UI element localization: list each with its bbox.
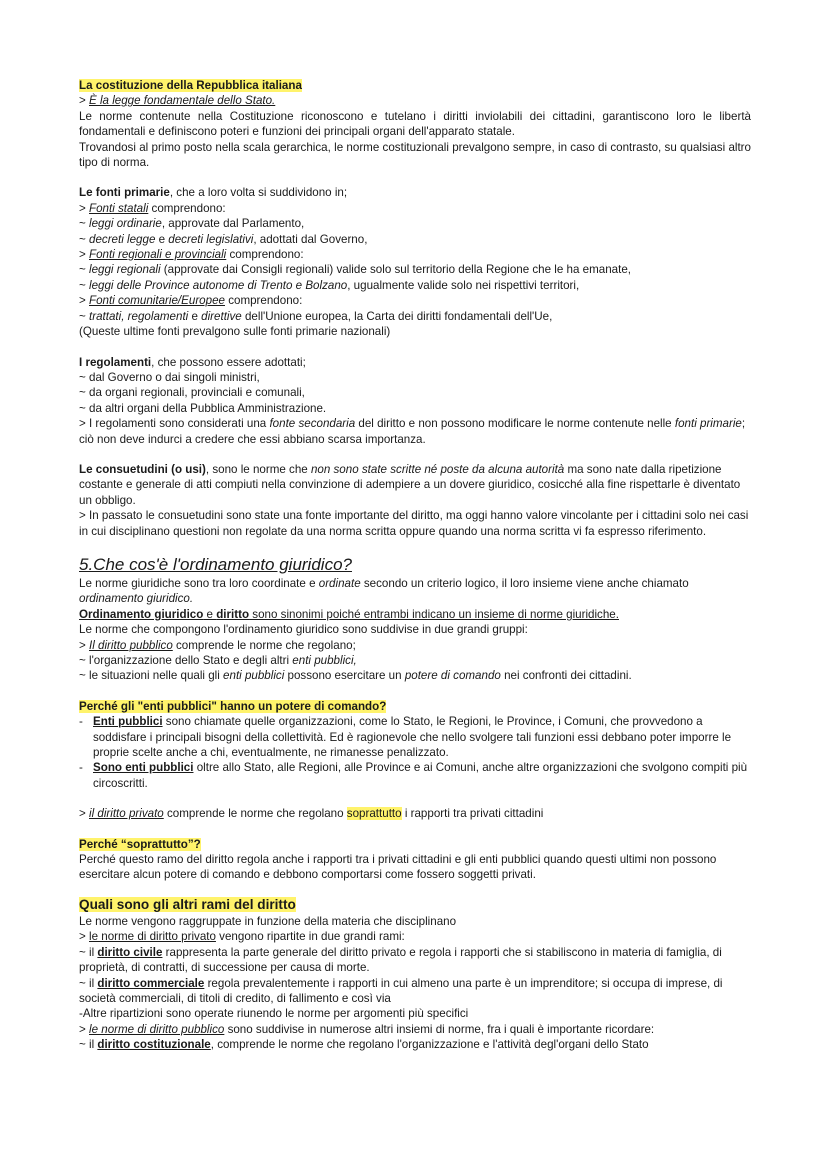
line: ~ dal Governo o dai singoli ministri, bbox=[79, 370, 260, 384]
question-soprattutto: Perché “soprattutto”? bbox=[79, 837, 201, 851]
section-fonti-primarie: Le fonti primarie, che a loro volta si suddividono in; bbox=[79, 186, 348, 200]
line: ~ trattati, regolamenti e direttive dell'Unione europea, la Carta dei diritti fondamentali dell'Ue, bbox=[79, 309, 553, 323]
section-regolamenti: I regolamenti, che possono essere adottati; bbox=[79, 355, 306, 369]
line: ~ le situazioni nelle quali gli enti pubblici possono esercitare un potere di comando nei confronti dei cittadini. bbox=[79, 669, 632, 683]
line: -Altre ripartizioni sono operate riunendo le norme per argomenti più specifici bbox=[79, 1007, 469, 1021]
heading-altri-rami: Quali sono gli altri rami del diritto bbox=[79, 896, 296, 912]
paragraph: > In passato le consuetudini sono state una fonte importante del diritto, ma oggi hanno valore vincolante per i cittadini solo nei casi in cui disciplinano questioni non regolate da una norma scritta oppure quando una norma scritta vi fa espresso riferimento. bbox=[79, 509, 749, 538]
line: ~ il diritto costituzionale, comprende le norme che regolano l'organizzazione e l'attività degl'organi dello Stato bbox=[79, 1038, 649, 1052]
line: ~ da organi regionali, provinciali e comunali, bbox=[79, 386, 305, 400]
line: > il diritto privato comprende le norme che regolano soprattutto i rapporti tra privati cittadini bbox=[79, 807, 544, 821]
line: Le norme vengono raggruppate in funzione della materia che disciplinano bbox=[79, 914, 457, 928]
paragraph: ~ il diritto commerciale regola prevalentemente i rapporti in cui almeno una parte è un imprenditore; si occupa di imprese, di società commerciali, di titoli di credito, di fallimento e così via bbox=[79, 976, 723, 1005]
line: ~ leggi ordinarie, approvate dal Parlamento, bbox=[79, 217, 305, 231]
paragraph: Le norme contenute nella Costituzione riconoscono e tutelano i diritti inviolabili dei cittadini, garantiscono loro le libertà fondamentali e definiscono poteri e funzioni dei principali organi dell'apparato statale. bbox=[79, 109, 751, 139]
line: > Fonti regionali e provinciali comprendono: bbox=[79, 248, 304, 262]
section-consuetudini: Le consuetudini (o usi), sono le norme che non sono state scritte né poste da alcuna autorità ma sono nate dalla ripetizione costante e generale di atti compiuti nella convinzione di adempiere a un dovere giuridico, cosicché alla fine rispettarle è diventato un obbligo. bbox=[79, 462, 741, 507]
line: Le norme che compongono l'ordinamento giuridico sono suddivise in due grandi gruppi: bbox=[79, 623, 528, 637]
bullet-dash: - bbox=[79, 761, 83, 775]
paragraph: > I regolamenti sono considerati una fonte secondaria del diritto e non possono modificare le norme contenute nelle fonti primarie; ciò non deve indurci a credere che essi abbiano scarsa importanza. bbox=[79, 417, 746, 446]
paragraph: ~ il diritto civile rappresenta la parte generale del diritto privato e regola i rapporti che si stabiliscono in materia di famiglia, di proprietà, di contratti, di successione per causa di morte. bbox=[79, 945, 722, 975]
line: ~ leggi regionali (approvate dai Consigli regionali) valide solo sul territorio della Regione che le ha emanate, bbox=[79, 263, 632, 277]
paragraph: Trovandosi al primo posto nella scala gerarchica, le norme costituzionali prevalgono sempre, in caso di contrasto, su qualsiasi altro tipo di norma. bbox=[79, 140, 751, 170]
bullet-dash: - bbox=[79, 715, 83, 729]
bullet-item: - Enti pubblici sono chiamate quelle organizzazioni, come lo Stato, le Regioni, le Province, i Comuni, che provvedono a soddisfare i principali bisogni della collettività. Ed è ragionevole che nello svolgere tali funzioni essi debbano poter imporre le proprie scelte anche a chi, eventualmente, ne rimanesse penalizzato. bbox=[79, 715, 732, 760]
bullet-item: - Sono enti pubblici oltre allo Stato, alle Regioni, alle Province e ai Comuni, anche altre organizzazioni che svolgono compiti più circoscritti. bbox=[79, 761, 748, 790]
line: > le norme di diritto privato vengono ripartite in due grandi rami: bbox=[79, 930, 405, 944]
section-title-costituzione: La costituzione della Repubblica italiana bbox=[79, 79, 302, 92]
line: (Queste ultime fonti prevalgono sulle fonti primarie nazionali) bbox=[79, 325, 391, 339]
line: ~ leggi delle Province autonome di Trento e Bolzano, ugualmente valide solo nei rispettivi territori, bbox=[79, 278, 580, 292]
heading-ordinamento-giuridico: 5.Che cos'è l'ordinamento giuridico? bbox=[79, 554, 352, 574]
line: > le norme di diritto pubblico sono suddivise in numerose altri insiemi di norme, fra i quali è importante ricordare: bbox=[79, 1022, 655, 1036]
paragraph: Perché questo ramo del diritto regola anche i rapporti tra i privati cittadini e gli enti pubblici quando questi ultimi non possono esercitare alcun potere di comando e debbono comportarsi come fossero soggetti privati. bbox=[79, 853, 717, 882]
line: ~ l'organizzazione dello Stato e degli altri enti pubblici, bbox=[79, 654, 357, 667]
document-page bbox=[79, 78, 751, 1053]
question-enti-pubblici: Perché gli "enti pubblici" hanno un potere di comando? bbox=[79, 699, 387, 713]
line: ~ da altri organi della Pubblica Amministrazione. bbox=[79, 401, 327, 415]
line: > Il diritto pubblico comprende le norme che regolano; bbox=[79, 638, 356, 652]
line: > È la legge fondamentale dello Stato. bbox=[79, 94, 276, 108]
line: Ordinamento giuridico e diritto sono sinonimi poiché entrambi indicano un insieme di norme giuridiche. bbox=[79, 607, 619, 621]
line: > Fonti statali comprendono: bbox=[79, 201, 226, 215]
paragraph: Le norme giuridiche sono tra loro coordinate e ordinate secondo un criterio logico, il loro insieme viene anche chiamato ordinamento giuridico. bbox=[79, 576, 689, 606]
line: > Fonti comunitarie/Europee comprendono: bbox=[79, 294, 303, 308]
line: ~ decreti legge e decreti legislativi, adottati dal Governo, bbox=[79, 232, 368, 246]
